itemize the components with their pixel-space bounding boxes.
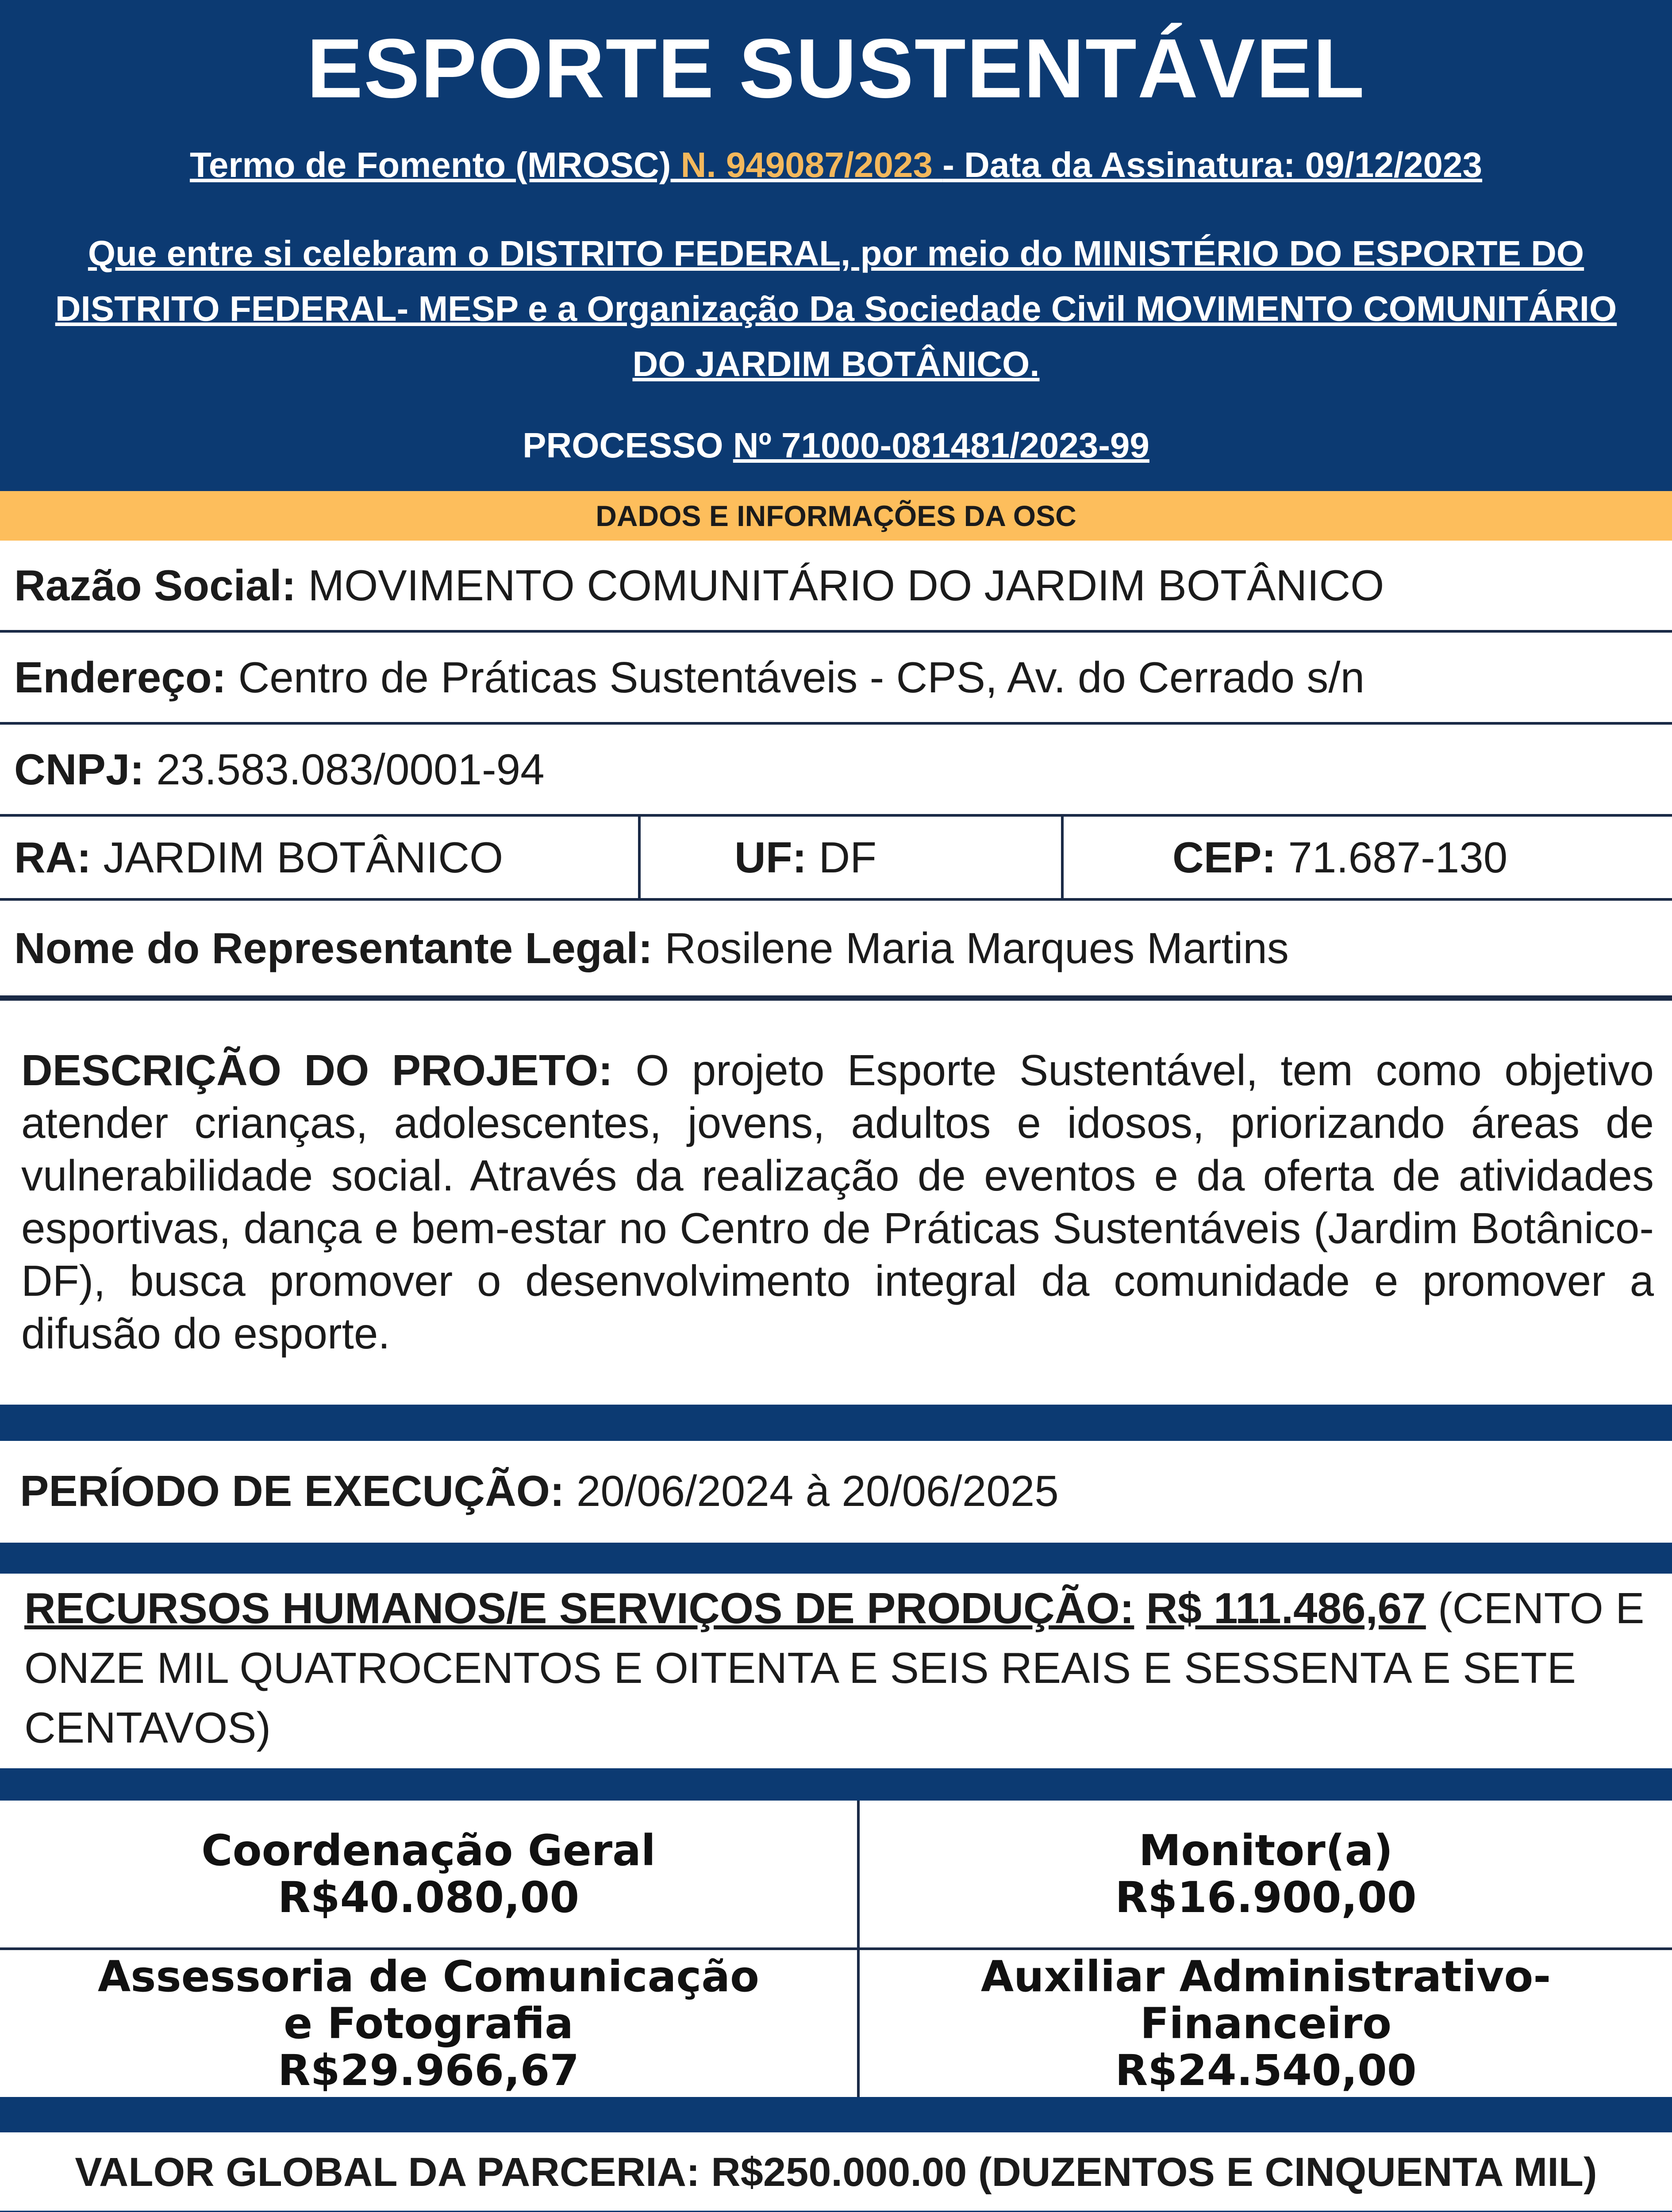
execution-period <box>20 1462 1059 1520</box>
endereco-label: Endereço: <box>14 653 227 702</box>
header-banner <box>0 0 1672 491</box>
ra-uf-cep-row <box>0 817 1672 901</box>
role-amount: R$40.080,00 <box>277 1873 580 1922</box>
cep-cell <box>1172 817 1507 898</box>
razao-social-label: Razão Social: <box>14 561 296 610</box>
uf-label: UF: <box>734 833 807 882</box>
ra-value: JARDIM BOTÂNICO <box>91 833 504 882</box>
role-cell-auxiliar <box>860 1950 1672 2097</box>
cnpj-label: CNPJ: <box>14 745 145 794</box>
ra-label: RA: <box>14 833 92 882</box>
role-title: Assessoria de Comunicação <box>98 1952 759 2001</box>
endereco-value: Centro de Práticas Sustentáveis - CPS, Av. do Cerrado s/n <box>226 653 1365 702</box>
termo-number: N. 949087/2023 <box>671 145 943 184</box>
termo-date: - Data da Assinatura: 09/12/2023 <box>942 145 1483 184</box>
razao-social-value: MOVIMENTO COMUNITÁRIO DO JARDIM BOTÂNICO <box>296 561 1384 610</box>
representante-value: Rosilene Maria Marques Martins <box>653 923 1289 972</box>
period-value: 20/06/2024 à 20/06/2025 <box>564 1467 1059 1515</box>
role-title-continued: Financeiro <box>1140 1999 1392 2048</box>
page-title: ESPORTE SUSTENTÁVEL <box>307 22 1365 115</box>
parties-statement: Que entre si celebram o DISTRITO FEDERAL, por meio do MINISTÉRIO DO ESPORTE DO DISTRITO FEDERAL- MESP e a Organização Da Sociedade Civil MOVIMENTO COMUNITÁRIO DO JARDIM BOTÂNICO. <box>55 234 1617 384</box>
global-value: VALOR GLOBAL DA PARCERIA: R$250.000.00 (DUZENTOS E CINQUENTA MIL) <box>75 2150 1597 2195</box>
divider-bar-4 <box>0 2097 1672 2132</box>
resources-label: RECURSOS HUMANOS/E SERVIÇOS DE PRODUÇÃO: <box>24 1584 1134 1632</box>
processo-number: Nº 71000-081481/2023-99 <box>733 426 1149 465</box>
role-cell-assessoria <box>0 1950 857 2097</box>
resources-amount-words: (CENTO E ONZE MIL QUATROCENTOS E OITENTA E SEIS REAIS E SESSENTA E SETE CENTAVOS) <box>24 1584 1645 1752</box>
processo-line <box>0 421 1672 470</box>
role-title-continued: e Fotografia <box>284 1999 573 2048</box>
role-title: Auxiliar Administrativo- <box>980 1952 1551 2001</box>
ra-cell <box>14 817 503 898</box>
razao-social-cell <box>14 541 1384 630</box>
project-description <box>21 1044 1654 1360</box>
cep-label: CEP: <box>1172 833 1276 882</box>
human-resources-summary <box>24 1578 1653 1758</box>
divider-bar-2 <box>0 1543 1672 1574</box>
description-text: O projeto Esporte Sustentável, tem como objetivo atender crianças, adolescentes, jovens, adultos e idosos, priorizando áreas de vulnerabilidade social. Através da realização de eventos e da oferta de atividades esportivas, dança e bem-estar no Centro de Práticas Sustentáveis (Jardim Botânico-DF), busca promover o desenvolvimento integral da comunidade e promover a difusão do esporte. <box>21 1046 1654 1358</box>
cnpj-value: 23.583.083/0001-94 <box>144 745 545 794</box>
role-amount: R$16.900,00 <box>1115 1873 1417 1922</box>
termo-line <box>0 141 1672 189</box>
role-cell-coordenacao <box>0 1801 857 1947</box>
representante-label: Nome do Representante Legal: <box>14 923 653 972</box>
role-cell-monitor <box>860 1801 1672 1947</box>
ra-uf-divider <box>638 817 641 898</box>
termo-prefix: Termo de Fomento (MROSC) <box>189 145 671 184</box>
endereco-cell <box>14 633 1365 722</box>
description-label: DESCRIÇÃO DO PROJETO: <box>21 1046 613 1094</box>
resources-amount: R$ 111.486,67 <box>1146 1584 1426 1632</box>
divider-bar-1 <box>0 1405 1672 1441</box>
period-label: PERÍODO DE EXECUÇÃO: <box>20 1467 565 1515</box>
osc-section-title: DADOS E INFORMAÇÕES DA OSC <box>0 491 1672 541</box>
endereco-row <box>0 633 1672 725</box>
razao-social-row <box>0 541 1672 633</box>
uf-cell <box>734 817 876 898</box>
role-title: Monitor(a) <box>1138 1826 1393 1875</box>
divider-bar-3 <box>0 1768 1672 1801</box>
role-amount: R$29.966,67 <box>277 2046 580 2095</box>
cep-value: 71.687-130 <box>1276 833 1508 882</box>
representante-cell <box>14 901 1289 995</box>
processo-label: PROCESSO <box>523 426 733 465</box>
representante-row <box>0 901 1672 1001</box>
uf-value: DF <box>807 833 877 882</box>
cnpj-row <box>0 725 1672 817</box>
role-title: Coordenação Geral <box>201 1826 656 1875</box>
cnpj-cell <box>14 725 545 814</box>
role-amount: R$24.540,00 <box>1115 2046 1417 2095</box>
uf-cep-divider <box>1061 817 1064 898</box>
